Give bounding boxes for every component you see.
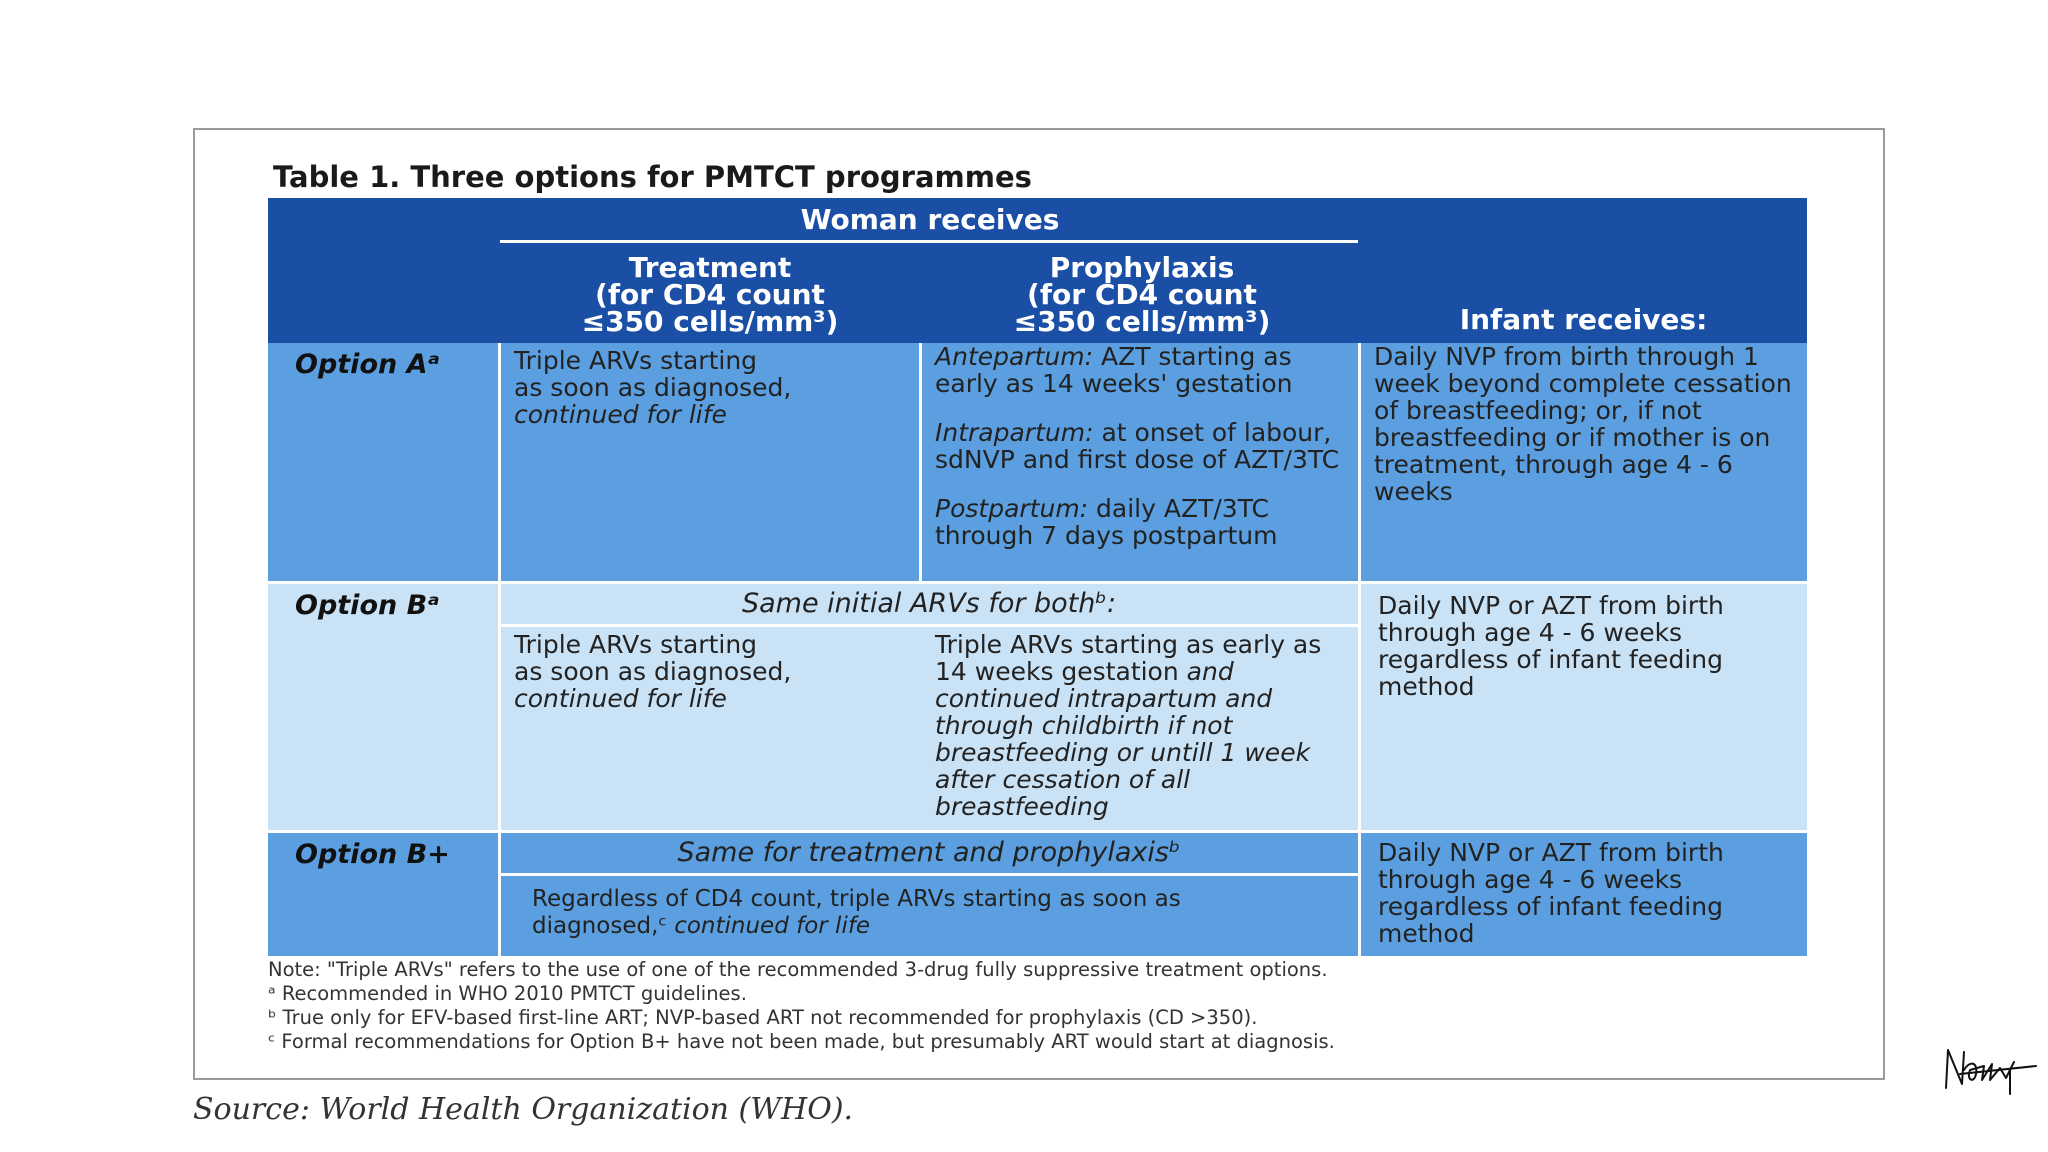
signature-image bbox=[1940, 1040, 2040, 1100]
note-line: ᵇ True only for EFV-based first-line ART; NVP-based ART not recommended for prophylaxis (CD >350). bbox=[268, 1006, 1258, 1029]
divider bbox=[500, 624, 1358, 627]
option-bplus-infant: Daily NVP or AZT from birth through age 4 - 6 weeks regardless of infant feeding method bbox=[1360, 833, 1807, 956]
option-b-label: Option Bᵃ bbox=[268, 584, 498, 830]
table-title: Table 1. Three options for PMTCT programmes bbox=[273, 160, 1032, 194]
option-b-same-initial: Same initial ARVs for bothᵇ: bbox=[500, 584, 1358, 624]
pmtct-table bbox=[268, 198, 1807, 956]
header-woman-receives: Woman receives bbox=[800, 203, 1060, 236]
header-underline bbox=[500, 240, 1358, 243]
option-bplus-regardless: Regardless of CD4 count, triple ARVs starting as soon as diagnosed,ᶜ continued for life bbox=[500, 876, 1358, 956]
option-bplus-same-for: Same for treatment and prophylaxisᵇ bbox=[500, 833, 1358, 873]
option-a-treatment: Triple ARVs starting as soon as diagnosed, continued for life bbox=[500, 343, 919, 581]
divider bbox=[919, 343, 922, 581]
divider bbox=[1358, 343, 1361, 956]
divider bbox=[500, 873, 1358, 876]
option-a-prophylaxis: Antepartum: AZT starting as early as 14 weeks' gestation Intrapartum: at onset of labour, sdNVP and first dose of AZT/3TC Postpartum: daily AZT/3TC through 7 days postpartum bbox=[921, 343, 1358, 581]
divider bbox=[268, 830, 1807, 833]
option-b-infant: Daily NVP or AZT from birth through age 4 - 6 weeks regardless of infant feeding method bbox=[1360, 584, 1807, 830]
note-line: Note: "Triple ARVs" refers to the use of one of the recommended 3-drug fully suppressive treatment options. bbox=[268, 958, 1328, 981]
divider bbox=[498, 343, 501, 956]
table-notes bbox=[268, 958, 1335, 1054]
option-b-treatment: Triple ARVs starting as soon as diagnosed, continued for life bbox=[500, 627, 919, 830]
divider bbox=[919, 627, 922, 830]
source-caption: Source: World Health Organization (WHO). bbox=[193, 1092, 854, 1127]
option-b-prophylaxis: Triple ARVs starting as early as 14 weeks gestation and continued intrapartum and through childbirth if not breastfeeding or untill 1 week after cessation of all breastfeeding bbox=[921, 627, 1358, 830]
header-prophylaxis: Prophylaxis (for CD4 count ≤350 cells/mm³) bbox=[1013, 251, 1271, 338]
header-infant-receives: Infant receives: bbox=[1459, 303, 1708, 336]
note-line: ᵃ Recommended in WHO 2010 PMTCT guidelines. bbox=[268, 982, 747, 1005]
header-treatment: Treatment (for CD4 count ≤350 cells/mm³) bbox=[581, 251, 839, 338]
option-a-label: Option Aᵃ bbox=[268, 343, 498, 581]
note-line: ᶜ Formal recommendations for Option B+ have not been made, but presumably ART would start at diagnosis. bbox=[268, 1030, 1335, 1053]
divider bbox=[268, 581, 1807, 584]
option-a-infant: Daily NVP from birth through 1 week beyond complete cessation of breastfeeding; or, if not breastfeeding or if mother is on treatment, through age 4 - 6 weeks bbox=[1360, 343, 1807, 581]
option-bplus-label: Option B+ bbox=[268, 833, 498, 956]
